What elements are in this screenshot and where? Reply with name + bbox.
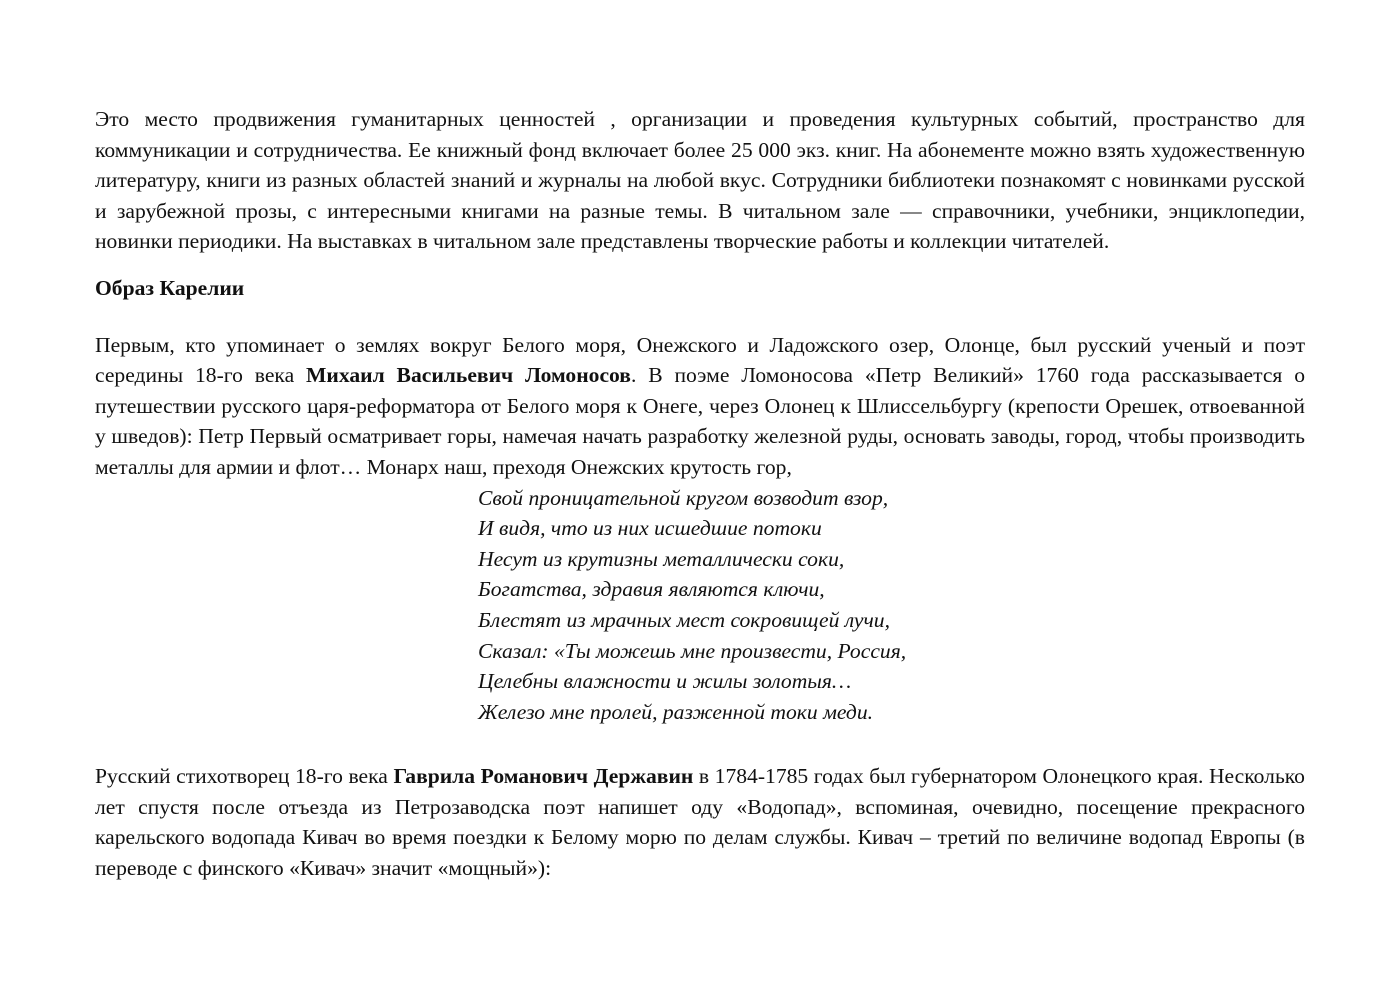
poem-line: Железо мне пролей, разженной токи меди. — [478, 699, 874, 724]
poem-line: Целебны влажности и жилы золотыя… — [478, 669, 852, 694]
derzhavin-text-before: Русский стихотворец 18-го века — [95, 764, 394, 789]
poem-line: И видя, что из них исшедшие потоки — [478, 516, 822, 541]
derzhavin-paragraph — [95, 761, 1305, 883]
poem-line: Несут из крутизны металлически соки, — [478, 546, 845, 571]
lomonosov-name: Михаил Васильевич Ломоносов — [306, 363, 631, 388]
poem-excerpt — [95, 483, 1305, 728]
derzhavin-name: Гаврила Романович Державин — [393, 764, 694, 789]
poem-line: Сказал: «Ты можешь мне произвести, Россия, — [478, 638, 907, 663]
lomonosov-paragraph — [95, 330, 1305, 483]
poem-line: Блестят из мрачных мест сокровищей лучи, — [478, 607, 890, 632]
poem-line: Свой проницательной кругом возводит взор, — [478, 485, 889, 510]
intro-paragraph: Это место продвижения гуманитарных ценностей , организации и проведения культурных событий, пространство для коммуникации и сотрудничества. Ее книжный фонд включает более 25 000 экз. книг. На абонементе можно взять художественную литературу, книги из разных областей знаний и журналы на любой вкус. Сотрудники библиотеки познакомят с новинками русской и зарубежной прозы, с интересными книгами на разные темы. В читальном зале — справочники, учебники, энциклопедии, новинки периодики. На выставках в читальном зале представлены творческие работы и коллекции читателей. — [95, 107, 1305, 254]
lomonosov-text-after: . В поэме Ломоносова «Петр Великий» 1760 года рассказывается о путешествии русского царя-реформатора от Белого моря к Онеге, через Олонец к Шлиссельбургу (крепости Орешек, отвоеванной у шведов): Петр Первый осматривает горы, намечая начать разработку железной руды, основать заводы, город, чтобы производить металлы для армии и флот… Монарх наш, преходя Онежских крутость гор, — [95, 363, 1305, 479]
poem-line: Богатства, здравия являются ключи, — [478, 577, 825, 602]
section-heading: Образ Карелии — [95, 275, 245, 300]
document-page — [95, 104, 1305, 884]
lomonosov-text-before: Первым, кто упоминает о землях вокруг Белого моря, Онежского и Ладожского озер, Олонце, был русский ученый и поэт середины 18-го века — [95, 332, 1305, 388]
derzhavin-text-after: в 1784-1785 годах был губернатором Олонецкого края. Несколько лет спустя после отъезда из Петрозаводска поэт напишет оду «Водопад», вспоминая, очевидно, посещение прекрасного карельского водопада Кивач во время поездки к Белому морю по делам службы. Кивач – третий по величине водопад Европы (в переводе с финского «Кивач» значит «мощный»): — [95, 764, 1305, 881]
